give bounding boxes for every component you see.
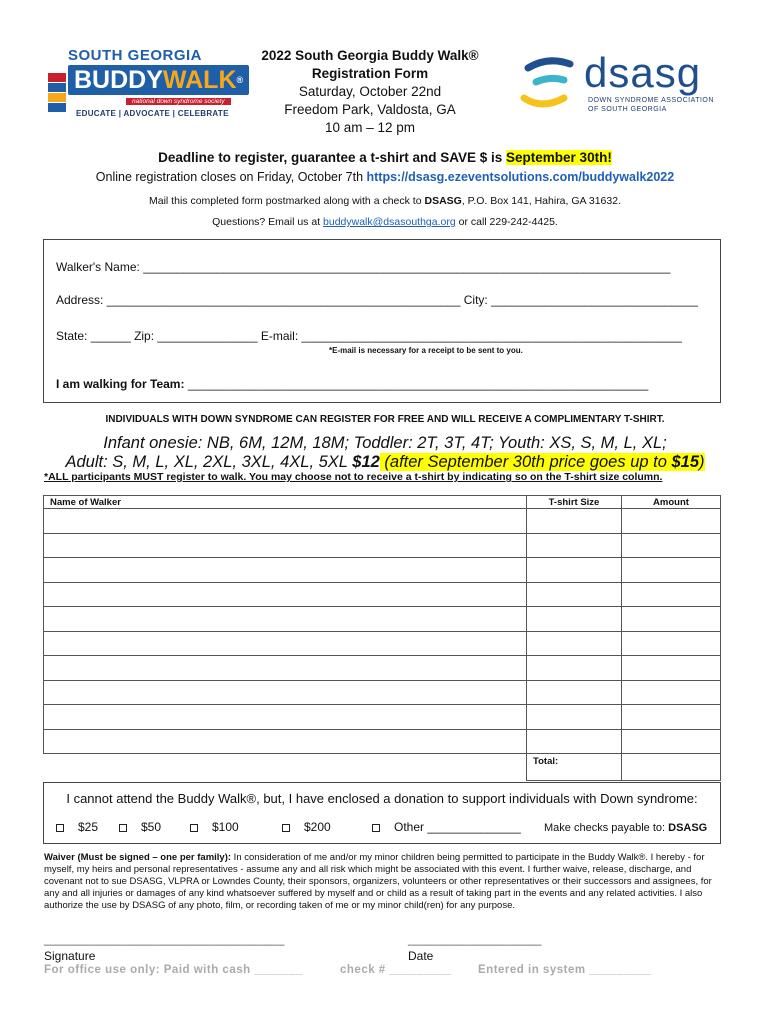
walker-table bbox=[43, 495, 721, 781]
tshirt-size-cell[interactable] bbox=[527, 656, 622, 681]
checkbox-icon[interactable] bbox=[190, 824, 198, 832]
office-paid-cash: For office use only: Paid with cash _______ bbox=[44, 964, 303, 976]
table-row bbox=[44, 631, 721, 656]
amount-cell[interactable] bbox=[622, 656, 721, 681]
walker-name-cell[interactable] bbox=[44, 607, 527, 632]
donation-box bbox=[43, 782, 721, 844]
logo-tagline: national down syndrome society bbox=[126, 98, 231, 105]
amount-cell[interactable] bbox=[622, 680, 721, 705]
table-row bbox=[44, 729, 721, 754]
dsasg-logo bbox=[520, 50, 730, 120]
checkbox-icon[interactable] bbox=[56, 824, 64, 832]
event-title: 2022 South Georgia Buddy Walk® bbox=[261, 48, 479, 63]
walker-name-cell[interactable] bbox=[44, 631, 527, 656]
tshirt-size-cell[interactable] bbox=[527, 558, 622, 583]
donation-option-25[interactable]: $25 bbox=[56, 820, 98, 834]
office-check-number: check # _________ bbox=[340, 964, 452, 976]
date-label: Date bbox=[408, 949, 434, 963]
donation-text: I cannot attend the Buddy Walk®, but, I have enclosed a donation to support individuals with Down syndrome: bbox=[66, 791, 698, 806]
deadline-notice: Deadline to register, guarantee a t-shirt and SAVE $ is September 30th! bbox=[158, 150, 612, 165]
south-georgia-buddy-walk-logo bbox=[48, 45, 244, 125]
header-tshirt-size: T-shirt Size bbox=[527, 496, 622, 509]
event-location: Freedom Park, Valdosta, GA bbox=[284, 102, 456, 117]
table-row bbox=[44, 705, 721, 730]
date-line[interactable]: ____________________ bbox=[408, 932, 542, 946]
table-row bbox=[44, 509, 721, 534]
event-date: Saturday, October 22nd bbox=[298, 84, 442, 99]
checkbox-icon[interactable] bbox=[282, 824, 290, 832]
amount-cell[interactable] bbox=[622, 729, 721, 754]
dsasg-wordmark: dsasg bbox=[584, 49, 702, 96]
table-row bbox=[44, 533, 721, 558]
event-header bbox=[240, 47, 500, 137]
table-row bbox=[44, 582, 721, 607]
signature-label: Signature bbox=[44, 949, 96, 963]
table-row bbox=[44, 558, 721, 583]
questions-contact: Questions? Email us at buddywalk@dsasouthga.org or call 229-242-4425. bbox=[212, 216, 558, 228]
tshirt-size-cell[interactable] bbox=[527, 509, 622, 534]
walker-name-cell[interactable] bbox=[44, 680, 527, 705]
walker-name-cell[interactable] bbox=[44, 509, 527, 534]
amount-cell[interactable] bbox=[622, 533, 721, 558]
amount-cell[interactable] bbox=[622, 631, 721, 656]
total-amount-cell[interactable] bbox=[622, 754, 721, 781]
total-row bbox=[44, 754, 721, 781]
table-header-row bbox=[44, 496, 721, 509]
logo-buddywalk-text: BUDDYWALK® bbox=[68, 65, 249, 95]
team-field[interactable]: I am walking for Team: _____________________________________________________________________ bbox=[56, 377, 649, 391]
donation-option-other[interactable]: Other ______________ bbox=[372, 820, 521, 834]
registration-link[interactable]: https://dsasg.ezeventsolutions.com/buddywalk2022 bbox=[366, 170, 675, 184]
event-time: 10 am – 12 pm bbox=[324, 120, 416, 135]
deadline-date: September 30th! bbox=[506, 150, 612, 165]
tshirt-size-cell[interactable] bbox=[527, 705, 622, 730]
walker-name-cell[interactable] bbox=[44, 558, 527, 583]
walker-info-box bbox=[43, 239, 721, 403]
logo-top-text: SOUTH GEORGIA bbox=[68, 47, 203, 64]
form-title: Registration Form bbox=[311, 66, 429, 81]
sizes-line-1: Infant onesie: NB, 6M, 12M, 18M; Toddler: 2T, 3T, 4T; Youth: XS, S, M, L, XL; bbox=[103, 434, 667, 452]
total-label: Total: bbox=[527, 754, 622, 781]
amount-cell[interactable] bbox=[622, 558, 721, 583]
table-row bbox=[44, 656, 721, 681]
checks-payable: Make checks payable to: DSASG bbox=[544, 822, 708, 834]
dsasg-swoosh-icon bbox=[520, 54, 580, 114]
tshirt-size-cell[interactable] bbox=[527, 607, 622, 632]
donation-option-50[interactable]: $50 bbox=[119, 820, 161, 834]
table-row bbox=[44, 607, 721, 632]
donation-option-100[interactable]: $100 bbox=[190, 820, 239, 834]
tshirt-size-cell[interactable] bbox=[527, 533, 622, 558]
walker-name-cell[interactable] bbox=[44, 705, 527, 730]
tshirt-size-cell[interactable] bbox=[527, 729, 622, 754]
all-participants-notice: *ALL participants MUST register to walk. You may choose not to receive a t-shirt by indicating so on the T-shirt size column. bbox=[44, 471, 663, 483]
walker-name-field[interactable]: Walker's Name: _______________________________________________________________________________ bbox=[56, 260, 671, 274]
amount-cell[interactable] bbox=[622, 509, 721, 534]
dsasg-subtitle: DOWN SYNDROME ASSOCIATION OF SOUTH GEORGIA bbox=[588, 97, 714, 113]
checkbox-icon[interactable] bbox=[119, 824, 127, 832]
office-entered-system: Entered in system _________ bbox=[478, 964, 652, 976]
sizes-line-2: Adult: S, M, L, XL, 2XL, 3XL, 4XL, 5XL $12 (after September 30th price goes up to $15) bbox=[65, 453, 705, 471]
email-note: *E-mail is necessary for a receipt to be sent to you. bbox=[329, 346, 523, 355]
free-registration-notice: INDIVIDUALS WITH DOWN SYNDROME CAN REGISTER FOR FREE AND WILL RECEIVE A COMPLIMENTARY T-SHIRT. bbox=[105, 414, 665, 425]
tshirt-size-cell[interactable] bbox=[527, 631, 622, 656]
tshirt-size-cell[interactable] bbox=[527, 582, 622, 607]
logo-motto: EDUCATE | ADVOCATE | CELEBRATE bbox=[76, 109, 229, 118]
signature-line[interactable]: ____________________________________ bbox=[44, 932, 285, 946]
walker-name-cell[interactable] bbox=[44, 533, 527, 558]
amount-cell[interactable] bbox=[622, 582, 721, 607]
contact-email-link[interactable]: buddywalk@dsasouthga.org bbox=[323, 216, 456, 228]
header-name-of-walker: Name of Walker bbox=[44, 496, 527, 509]
donation-option-200[interactable]: $200 bbox=[282, 820, 331, 834]
walker-name-cell[interactable] bbox=[44, 656, 527, 681]
state-zip-email-field[interactable]: State: ______ Zip: _______________ E-mail: _________________________________________________________ bbox=[56, 329, 682, 343]
walker-name-cell[interactable] bbox=[44, 582, 527, 607]
amount-cell[interactable] bbox=[622, 607, 721, 632]
tshirt-size-cell[interactable] bbox=[527, 680, 622, 705]
waiver-text: Waiver (Must be signed – one per family): In consideration of me and/or my minor children being permitted to participate in the Buddy Walk®. I hereby - for myself, my heirs and personal representatives - assume any and all risk which might be associated with this event. I further waive, release, discharge, and covenant not to sue DSASG, VLPRA or Lowndes County, their sponsors, organizers, volunteers or other representatives or their successors and assignees, for any and all injuries or damages of any kind whatsoever suffered by myself and or child as a result of taking part in the events and any related activities. I also authorize the use by DSASG of any photo, film, or recording taken of me or my minor child(ren) for any purpose. bbox=[44, 852, 712, 911]
walker-name-cell[interactable] bbox=[44, 729, 527, 754]
total-spacer bbox=[44, 754, 527, 781]
tshirt-sizes bbox=[0, 434, 770, 472]
amount-cell[interactable] bbox=[622, 705, 721, 730]
header-amount: Amount bbox=[622, 496, 721, 509]
address-city-field[interactable]: Address: _____________________________________________________ City: _______________________________ bbox=[56, 293, 698, 307]
checkbox-icon[interactable] bbox=[372, 824, 380, 832]
online-registration-notice: Online registration closes on Friday, October 7th https://dsasg.ezeventsolutions.com/buddywalk2022 bbox=[95, 170, 675, 184]
mail-instructions: Mail this completed form postmarked along with a check to DSASG, P.O. Box 141, Hahira, GA 31632. bbox=[149, 195, 621, 207]
table-row bbox=[44, 680, 721, 705]
